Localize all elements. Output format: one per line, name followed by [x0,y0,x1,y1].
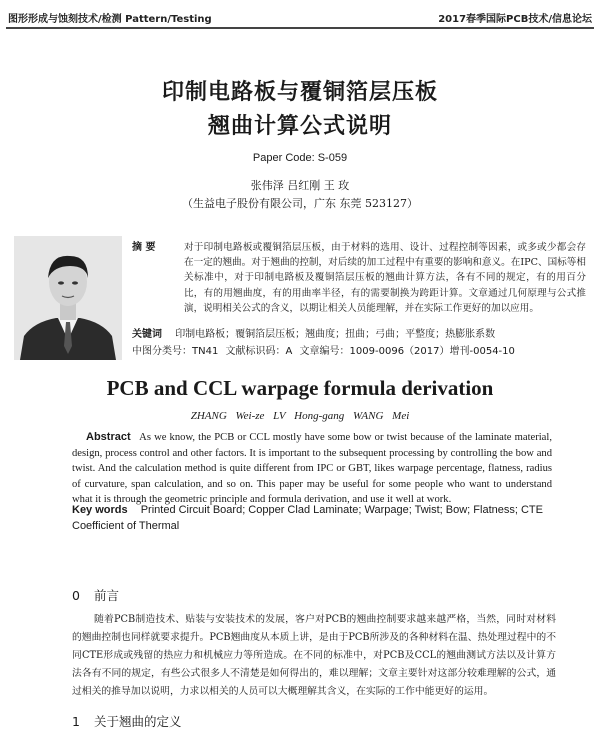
keywords-cn-label: 关键词 [132,329,162,340]
keywords-en-text: Printed Circuit Board; Copper Clad Laminate; Warpage; Twist; Bow; Flatness; CTE Coefficient of Thermal [72,504,543,532]
header-left: 图形形成与蚀刻技术/检测 Pattern/Testing [8,14,212,25]
article-number: 文章编号：1009-0096（2017）增刊-0054-10 [299,346,515,357]
section-0-number: 0 [72,588,80,603]
section-0-heading [72,586,119,604]
header-right: 2017春季国际PCB技术/信息论坛 [438,14,592,25]
abstract-cn [132,240,586,316]
section-0-title: 前言 [94,588,120,603]
paper-code: Paper Code: S-059 [252,152,348,164]
abstract-en [72,430,552,508]
paper-title-en: PCB and CCL warpage formula derivation [106,376,494,400]
affiliation: （生益电子股份有限公司，广东 东莞 523127） [182,197,418,210]
section-0-paragraph: 随着PCB制造技术、贴装与安装技术的发展，客户对PCB的翘曲控制要求越来越严格，当然，同时对材料的翘曲控制也同样就要求提升。PCB翘曲度从本质上讲，是由于PCB所涉及的各种材料在温、热处理过程中的不同CTE形成或残留的热应力和机械应力等所造成。在不同的标准中，对PCB及CCL的翘曲测试方法以及计算方法各有不同的规定，有些公式很多人不清楚是如何得出的，难以理解；文章主要针对这部分较难理解的公式，通过相关的推导加以说明，力求以相关的人员可以大概理解其含义，在实际的工作中能更好的运用。 [72,614,556,697]
running-header [8,6,592,24]
abstract-en-label: Abstract [86,431,131,443]
author-portrait-image [14,236,122,360]
classification-line [132,342,519,357]
title-line-2: 翘曲计算公式说明 [207,114,392,139]
keywords-en [72,503,556,534]
title-line-1: 印制电路板与覆铜箔层压板 [161,80,438,105]
clc-number: 中图分类号：TN41 [132,346,219,357]
paper-title-cn [0,76,600,144]
header-rule [6,27,594,29]
abstract-en-text: As we know, the PCB or CCL mostly have some bow or twist because of the laminate material, design, process control and other factors. It is important to the subsequent processing by controlling the bow and twist. And the calculation method is quite different from IPC or GBT, likes warpage percentage, flatness, radius of curvature, span calculation, and so on. This paper may be useful for some people who want to understand what it is through the geometric principle and formula derivation, and use it well at work. [72,432,552,506]
author-photo [14,236,122,360]
keywords-cn [132,325,495,340]
keywords-en-label: Key words [72,504,128,516]
abstract-cn-label: 摘 要 [132,242,156,253]
keywords-cn-text: 印制电路板；覆铜箔层压板；翘曲度；扭曲；弓曲；平整度；热膨胀系数 [175,329,496,340]
section-1-title: 关于翘曲的定义 [94,714,182,729]
section-0-body [72,611,556,701]
abstract-cn-text: 对于印制电路板或覆铜箔层压板，由于材料的选用、设计、过程控制等因素，或多或少都会存在一定的翘曲。对于翘曲的控制，对后续的加工过程中有重要的影响和意义。在IPC、国标等相关标准中，对于印制电路板及覆铜箔层压板的翘曲计算方法，各有不同的规定，有的用百分比，有的用翘曲度，有的用曲率半径，有的需要制换为跨距计算。文章通过几何原理与公式推演，说明相关公式的含义，以期让相关人员能理解，并在实际工作更好的加以应用。 [184,242,586,314]
section-1-heading [72,712,182,730]
document-code: 文献标识码：A [225,346,293,357]
authors-cn: 张伟泽 吕红刚 王 玫 [250,179,350,192]
authors-en: ZHANG Wei-ze LV Hong-gang WANG Mei [190,410,410,422]
section-1-number: 1 [72,714,80,729]
